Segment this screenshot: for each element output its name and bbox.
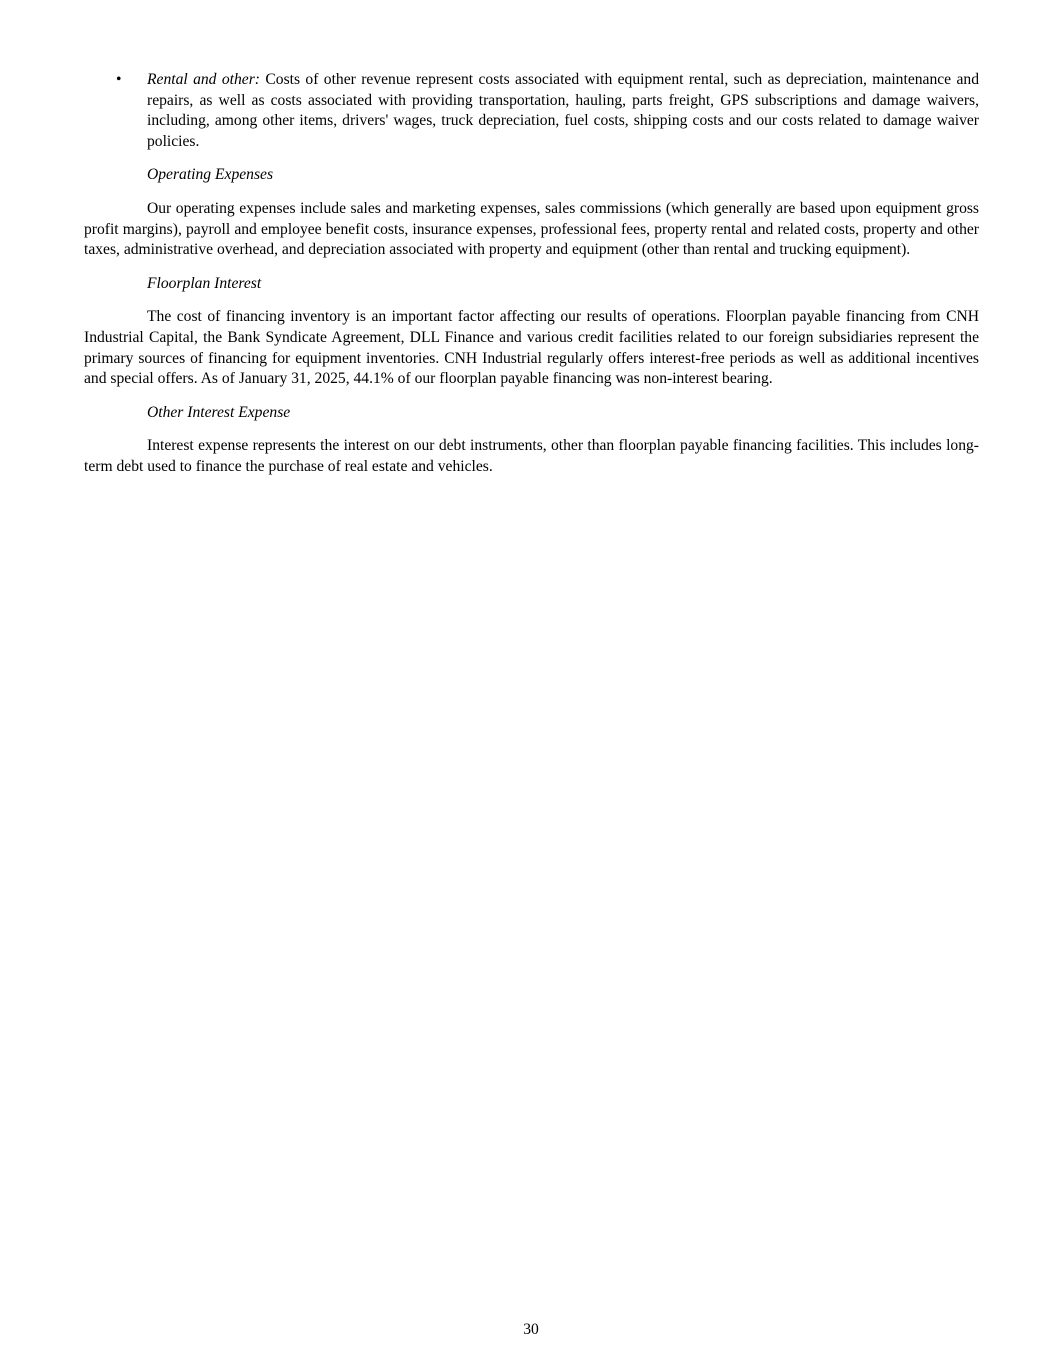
bullet-item-rental-and-other (84, 70, 979, 152)
bullet-lead-term: Rental and other: (147, 71, 260, 88)
section-heading-operating-expenses: Operating Expenses (147, 166, 274, 184)
section-paragraph-floorplan-interest: The cost of financing inventory is an important factor affecting our results of operations. Floorplan payable financing from CNH Industrial Capital, the Bank Syndicate Agreement, DLL Finance and various credit facilities related to our foreign subsidiaries represent the primary sources of financing for equipment inventories. CNH Industrial regularly offers interest-free periods as well as additional incentives and special offers. As of January 31, 2025, 44.1% of our floorplan payable financing was non-interest bearing. (84, 308, 979, 388)
section-heading-floorplan-interest: Floorplan Interest (147, 274, 262, 292)
section-paragraph-operating-expenses: Our operating expenses include sales and marketing expenses, sales commissions (which generally are based upon equipment gross profit margins), payroll and employee benefit costs, insurance expenses, professional fees, property rental and related costs, property and other taxes, administrative overhead, and depreciation associated with property and equipment (other than rental and trucking equipment). (84, 199, 979, 259)
bullet-icon: • (116, 71, 122, 88)
document-body (84, 70, 979, 491)
bullet-text: Costs of other revenue represent costs associated with equipment rental, such as depreciation, maintenance and repairs, as well as costs associated with providing transportation, hauling, parts freight, GPS subscriptions and damage waivers, including, among other items, drivers' wages, truck depreciation, fuel costs, shipping costs and our costs related to damage waiver policies. (147, 71, 979, 150)
section-paragraph-other-interest-expense: Interest expense represents the interest on our debt instruments, other than floorplan payable financing facilities. This includes long-term debt used to finance the purchase of real estate and vehicles. (84, 437, 979, 475)
page-number: 30 (523, 1321, 539, 1338)
section-heading-other-interest-expense: Other Interest Expense (147, 403, 291, 421)
